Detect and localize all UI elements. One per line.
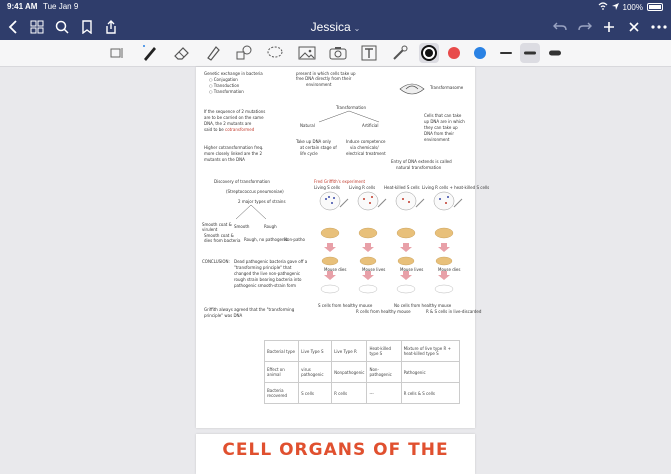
table-cell: S cells: [299, 383, 332, 404]
color-blue-swatch[interactable]: [474, 47, 486, 59]
mouse-outcome: Mouse dies: [324, 267, 347, 272]
note-line: mutants on the DNA: [204, 157, 245, 162]
result-label: R & S cells in live-discarded: [426, 309, 482, 314]
experiment-col-label: Living R cells + heat-killed S cells: [422, 185, 490, 190]
note-heading: Genetic exchange in bacteria: [204, 71, 263, 76]
dish-4: [434, 192, 454, 210]
table-cell: Non-pathogenic: [367, 362, 401, 383]
text-tool-icon[interactable]: [359, 43, 379, 63]
grid-view-icon[interactable]: [28, 18, 46, 36]
note-line: principle" was DNA: [204, 313, 243, 318]
note-line: Cells that can take: [424, 113, 462, 118]
notebook-page-2[interactable]: [196, 434, 475, 474]
highlight-word: cotransformed: [225, 127, 255, 132]
note-line: If the sequence of 2 mutations: [204, 109, 266, 114]
note-line: rough strain bearing bacteria into: [234, 277, 302, 282]
table-cell: Effect on animal: [265, 362, 299, 383]
transformasome-sketch: [396, 79, 428, 99]
image-tool-icon[interactable]: [297, 43, 317, 63]
highlighter-tool-icon[interactable]: [203, 43, 223, 63]
note-line: Entry of DNA extends is called: [391, 159, 452, 164]
table-cell: Live Type R: [332, 341, 367, 362]
summary-table: [264, 340, 460, 404]
drawing-toolbar: [0, 40, 671, 67]
table-cell: Bacterial type: [265, 341, 299, 362]
note-line: DNA from their: [424, 131, 454, 136]
table-cell: ---: [367, 383, 401, 404]
back-chevron-icon[interactable]: [4, 18, 22, 36]
result-label: No cells from healthy mouse: [394, 303, 452, 308]
color-black-selected[interactable]: [419, 43, 439, 63]
note-line: more closely linked are the 2: [204, 151, 263, 156]
dish-2: [358, 192, 378, 210]
note-line: Take up DNA only: [296, 139, 332, 144]
note-line: Non-patho: [284, 237, 305, 242]
dish-3: [396, 192, 416, 210]
laser-pointer-icon[interactable]: [390, 43, 410, 63]
result-label: R cells from healthy mouse: [356, 309, 411, 314]
note-line: pathogenic smooth-strain form: [234, 283, 297, 288]
experiment-col-label: Living S cells: [314, 185, 340, 190]
note-line: ○ Transduction: [209, 83, 240, 88]
table-cell: Live Type S: [299, 341, 332, 362]
status-date: Tue Jan 9: [43, 2, 79, 11]
note-line: Smooth coat &: [202, 222, 232, 227]
eraser-tool-icon[interactable]: [172, 43, 192, 63]
undo-icon[interactable]: [551, 18, 569, 36]
notebook-page[interactable]: [196, 67, 490, 428]
experiment-title: Fred Griffith's experiment: [314, 179, 366, 184]
table-cell: R cells & S cells: [401, 383, 459, 404]
redo-icon[interactable]: [576, 18, 594, 36]
note-line: natural transformation: [396, 165, 442, 170]
note-line: ○ Transformation: [209, 89, 244, 94]
experiment-col-label: Living R cells: [349, 185, 376, 190]
medium-stroke-option[interactable]: [520, 43, 540, 63]
mouse-outcome: Mouse lives: [400, 267, 424, 272]
add-page-icon[interactable]: [600, 18, 618, 36]
note-heading: Transformation: [336, 105, 367, 110]
notebook-canvas[interactable]: [0, 67, 671, 468]
note-line: up DNA are in which: [424, 119, 465, 124]
note-line: Smooth coat &: [204, 233, 234, 238]
note-line: Smooth: [234, 224, 250, 229]
nav-bar: [0, 14, 671, 40]
note-line: Dead pathogenic bacteria gave off a: [234, 259, 308, 264]
table-cell: Mixture of live type R + heat-killed type S: [401, 341, 459, 362]
note-line: environment: [424, 137, 450, 142]
status-time: 9:41 AM: [7, 2, 38, 11]
table-row: [265, 383, 460, 404]
note-line: ○ Conjugation: [209, 77, 238, 82]
note-line: changed the live non-pathogenic: [234, 271, 301, 276]
read-only-icon[interactable]: [108, 43, 128, 63]
lasso-tool-icon[interactable]: [265, 43, 285, 63]
note-line: Griffith always agreed that the "transforming: [204, 307, 295, 312]
note-line: they can take up: [424, 125, 458, 130]
note-line: Artificial: [362, 123, 379, 128]
table-row: [265, 362, 460, 383]
note-line: free DNA directly from their: [296, 76, 352, 81]
note-line: Natural: [300, 123, 315, 128]
table-cell: virus pathogenic: [299, 362, 332, 383]
status-indicators: [598, 2, 663, 12]
conclusion-label: CONCLUSION:: [202, 259, 230, 264]
note-line: Rough, no pathogenic: [244, 237, 288, 242]
battery-icon: [647, 3, 663, 11]
table-cell: Bacteria recovered: [265, 383, 299, 404]
note-heading: Discovery of transformation: [214, 179, 270, 184]
bookmark-icon[interactable]: [78, 18, 96, 36]
mouse-outcome: Mouse lives: [362, 267, 386, 272]
share-icon[interactable]: [102, 18, 120, 36]
battery-percent: 100%: [622, 2, 643, 12]
griffith-experiment-drawing: [314, 189, 464, 299]
wifi-icon: [598, 2, 608, 12]
table-cell: Heat-killed type S: [367, 341, 401, 362]
note-line: dies from bacteria: [204, 238, 241, 243]
table-cell: R cells: [332, 383, 367, 404]
search-icon[interactable]: [53, 18, 71, 36]
location-icon: [612, 3, 619, 12]
mouse-outcome: Mouse dies: [438, 267, 461, 272]
document-title[interactable]: Jessica ⌄: [310, 20, 361, 34]
note-line: Higher cotransformation freq.: [204, 145, 264, 150]
table-cell: Nonpathogenic: [332, 362, 367, 383]
status-bar: [0, 0, 671, 14]
more-icon[interactable]: [650, 18, 668, 36]
close-icon[interactable]: [625, 18, 643, 36]
dish-1: [320, 192, 340, 210]
note-line: life cycle: [300, 151, 318, 156]
note-line: Induce competence: [346, 139, 386, 144]
note-line: said to be cotransformed: [204, 127, 255, 132]
page-2-title: CELL ORGANS OF THE: [222, 440, 449, 460]
note-line: at certain stage of: [300, 145, 337, 150]
branch-arrows: [304, 109, 394, 125]
thin-stroke-option[interactable]: [496, 43, 516, 63]
note-line: Rough: [264, 224, 277, 229]
note-line: electrical treatment: [346, 151, 386, 156]
chevron-down-icon: ⌄: [353, 24, 361, 33]
note-line: virulent: [202, 227, 218, 232]
strain-branch: [216, 203, 286, 223]
note-line: are to be carried on the same: [204, 115, 264, 120]
table-cell: Pathogenic: [401, 362, 459, 383]
note-line: (Streptococcus pneumoniae): [226, 189, 284, 194]
result-label: S cells from healthy mouse: [318, 303, 373, 308]
table-row: [265, 341, 460, 362]
color-red-swatch[interactable]: [448, 47, 460, 59]
experiment-col-label: Heat-killed S cells: [384, 185, 420, 190]
pen-tool-icon[interactable]: [140, 43, 160, 63]
note-line: via chemicals/: [350, 145, 379, 150]
note-line: "transforming principle" that: [234, 265, 292, 270]
camera-tool-icon[interactable]: [328, 43, 348, 63]
note-line: environment: [306, 82, 332, 87]
note-line: DNA, the 2 mutants are: [204, 121, 252, 126]
note-line: present in which cells take up: [296, 71, 356, 76]
thick-stroke-option[interactable]: [545, 43, 565, 63]
shapes-tool-icon[interactable]: [234, 43, 254, 63]
note-line: 2 major types of strains: [238, 199, 286, 204]
note-line: Transformasome: [430, 85, 464, 90]
